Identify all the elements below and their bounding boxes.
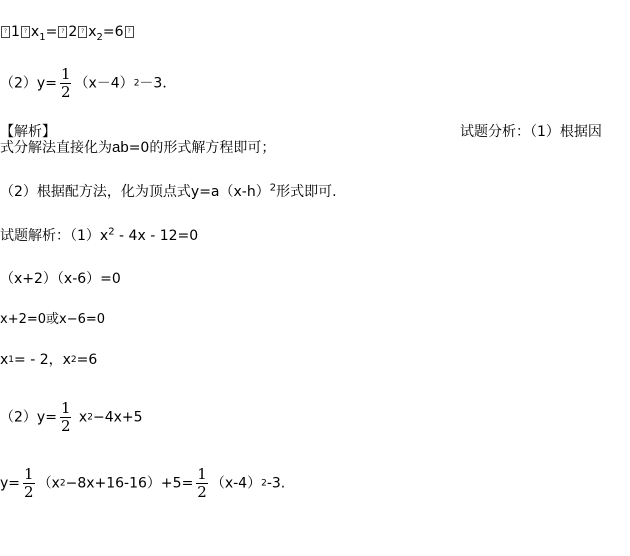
- fraction: [23, 466, 35, 501]
- exponent: 2: [269, 182, 277, 194]
- missing-glyph-box: ?: [125, 26, 134, 38]
- formula-text: x: [0, 352, 9, 368]
- solution-step3: x+2=0或x−6=0: [0, 312, 106, 327]
- subscript: 1: [39, 31, 46, 43]
- fraction-numerator: 1: [60, 399, 71, 417]
- formula-lead: y=: [0, 475, 21, 492]
- solution-step4: [0, 352, 97, 368]
- answer-value: 2: [68, 24, 78, 40]
- exponent: 2: [87, 412, 93, 423]
- exponent: 2: [133, 78, 140, 89]
- equals-sign: =: [45, 24, 58, 40]
- fraction-denominator: 2: [60, 83, 71, 101]
- analysis-intro: 试题分析：（1）根据因: [460, 124, 602, 140]
- formula-text: -3.: [266, 475, 286, 492]
- fraction-numerator: 1: [197, 465, 207, 483]
- solution-step2: （x+2）（x-6）=0: [0, 271, 121, 287]
- formula-lead: （2）y=: [0, 75, 57, 92]
- exponent: 2: [108, 226, 115, 238]
- analysis-text: （2）根据配方法，化为顶点式y=a（x-h）: [0, 184, 270, 200]
- fraction-denominator: 2: [60, 417, 71, 435]
- formula-text: （x－4）: [74, 75, 134, 92]
- solution-step1: [0, 228, 198, 244]
- formula-lead: （2）y=: [0, 409, 57, 426]
- var-x: x: [88, 24, 97, 40]
- formula-text: －3．: [139, 75, 177, 92]
- fraction: [60, 66, 72, 101]
- analysis-text: =0的形式解方程即可；: [128, 140, 276, 156]
- answer-part2: [0, 66, 176, 101]
- subscript: 2: [70, 355, 77, 365]
- var-x: x: [30, 24, 40, 40]
- formula-text: x: [99, 228, 109, 244]
- formula-text: = - 2，x: [14, 352, 71, 368]
- subscript: 1: [8, 355, 15, 365]
- missing-glyph-box: ?: [78, 26, 87, 38]
- answer-number: 1: [11, 24, 20, 40]
- formula-text: −4x+5: [92, 409, 143, 426]
- exponent: 2: [261, 478, 267, 489]
- answer-part1: [0, 24, 135, 43]
- analysis-term: ab: [112, 139, 129, 156]
- exponent: 2: [59, 478, 66, 489]
- solution-part2-step1: [0, 400, 143, 435]
- formula-text: （x-4）: [210, 475, 262, 492]
- missing-glyph-box: ?: [58, 26, 67, 38]
- formula-text: （x: [37, 475, 60, 492]
- analysis-line1: [0, 140, 275, 156]
- subscript: 2: [96, 31, 103, 43]
- formula-text: =6: [76, 352, 98, 368]
- equals-sign: =: [102, 24, 115, 40]
- fraction-numerator: 1: [24, 465, 34, 483]
- analysis-line2: [0, 184, 337, 200]
- missing-glyph-box: ?: [1, 26, 10, 38]
- fraction-numerator: 1: [60, 65, 71, 83]
- fraction: [196, 466, 208, 501]
- solution-heading: 试题解析：（1）: [0, 228, 100, 244]
- formula-text: - 4x - 12=0: [114, 228, 199, 244]
- formula-text: −8x+16-16）+5=: [65, 475, 194, 492]
- analysis-text: 形式即可.: [276, 184, 337, 200]
- fraction-denominator: 2: [24, 483, 34, 501]
- missing-glyph-box: ?: [21, 26, 30, 38]
- analysis-heading: 【解析】: [0, 124, 56, 140]
- formula-text: x: [74, 409, 88, 426]
- answer-value: 6: [114, 24, 124, 40]
- fraction: [60, 400, 72, 435]
- fraction-denominator: 2: [197, 483, 207, 501]
- analysis-text: 式分解法直接化为: [0, 140, 112, 156]
- solution-part2-step2: [0, 466, 285, 501]
